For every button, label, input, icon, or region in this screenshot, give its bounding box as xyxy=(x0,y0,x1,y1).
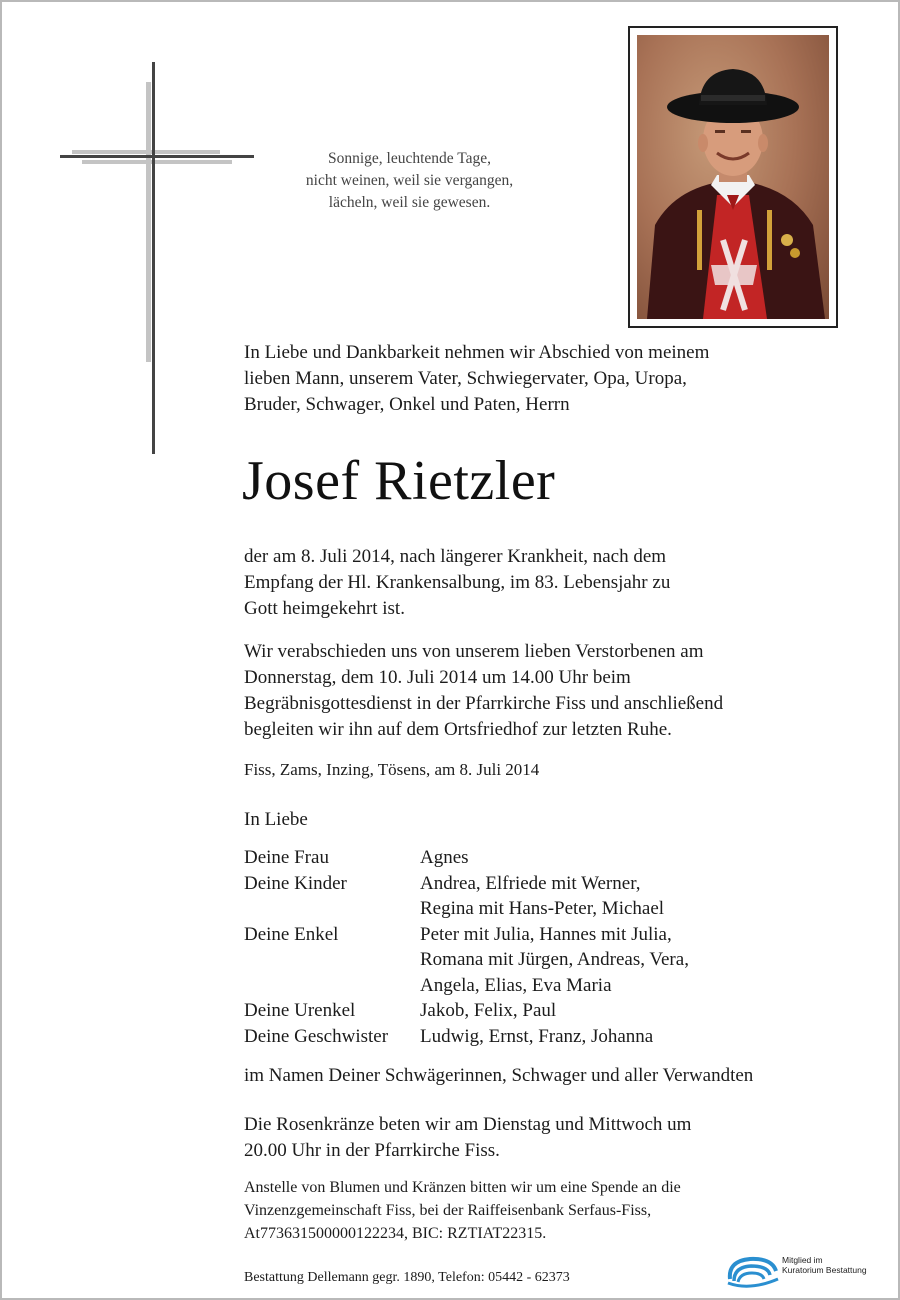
family-relation: Deine Geschwister xyxy=(244,1025,389,1047)
family-names: Jakob, Felix, Paul xyxy=(420,1000,557,1021)
family-names: Andrea, Elfriede mit Werner, xyxy=(420,872,641,894)
intro-line: In Liebe und Dankbarkeit nehmen wir Abschied von meinem xyxy=(244,342,710,363)
donation-line: Anstelle von Blumen und Kränzen bitten wir um eine Spende an die xyxy=(244,1179,681,1196)
intro-text xyxy=(244,340,709,418)
deceased-name: Josef Rietzler xyxy=(242,450,556,512)
family-list xyxy=(244,845,689,1049)
verse-line: nicht weinen, weil sie vergangen, xyxy=(305,172,514,189)
paragraph-line: Donnerstag, dem 10. Juli 2014 um 14.00 Uhr beim xyxy=(244,667,631,688)
paragraph-line: Wir verabschieden uns von unserem lieben Verstorbenen am xyxy=(244,641,704,662)
family-row xyxy=(244,1024,689,1050)
paragraph-line: Begräbnisgottesdienst in der Pfarrkirche Fiss und anschließend xyxy=(244,693,724,714)
death-notice-paragraph xyxy=(244,544,670,622)
family-row xyxy=(244,871,689,922)
family-names: Agnes xyxy=(420,847,469,868)
family-names: Peter mit Julia, Hannes mit Julia, xyxy=(420,923,672,945)
family-relation: Deine Urenkel xyxy=(244,1000,356,1021)
family-names: Angela, Elias, Eva Maria xyxy=(420,974,612,996)
donation-line: Vinzenzgemeinschaft Fiss, bei der Raiffeisenbank Serfaus-Fiss, xyxy=(244,1202,652,1219)
paragraph-line: Gott heimgekehrt ist. xyxy=(244,598,405,619)
funeral-home-footer: Bestattung Dellemann gegr. 1890, Telefon: 05442 - 62373 xyxy=(244,1270,570,1285)
family-row xyxy=(244,845,689,871)
place-date: Fiss, Zams, Inzing, Tösens, am 8. Juli 2014 xyxy=(244,760,540,779)
swirl-logo-icon xyxy=(724,1249,782,1293)
in-liebe-heading: In Liebe xyxy=(244,809,308,830)
rosary-line: 20.00 Uhr in der Pfarrkirche Fiss. xyxy=(244,1140,500,1161)
family-relation: Deine Frau xyxy=(244,847,329,868)
intro-line: Bruder, Schwager, Onkel und Paten, Herrn xyxy=(244,394,570,415)
paragraph-line: der am 8. Juli 2014, nach längerer Krankheit, nach dem xyxy=(244,546,667,567)
family-row xyxy=(244,998,689,1024)
verse xyxy=(292,148,527,214)
verse-line: lächeln, weil sie gewesen. xyxy=(328,194,491,211)
cross-icon xyxy=(60,62,260,457)
family-relation: Deine Enkel xyxy=(244,923,339,945)
portrait-photo xyxy=(637,35,829,319)
paragraph-line: begleiten wir ihn auf dem Ortsfriedhof zur letzten Ruhe. xyxy=(244,719,672,740)
logo-line: Mitglied im xyxy=(782,1255,823,1265)
family-names: Ludwig, Ernst, Franz, Johanna xyxy=(420,1025,654,1047)
donation-notice xyxy=(244,1176,681,1245)
family-names: Regina mit Hans-Peter, Michael xyxy=(420,898,665,919)
paragraph-line: Empfang der Hl. Krankensalbung, im 83. Lebensjahr zu xyxy=(244,572,671,593)
logo-line: Kuratorium Bestattung xyxy=(782,1265,867,1275)
family-names: Romana mit Jürgen, Andreas, Vera, xyxy=(420,949,689,970)
intro-line: lieben Mann, unserem Vater, Schwiegervater, Opa, Uropa, xyxy=(244,368,687,389)
family-relation: Deine Kinder xyxy=(244,872,347,894)
rosary-notice xyxy=(244,1112,691,1164)
donation-line: At773631500000122234, BIC: RZTIAT22315. xyxy=(244,1225,547,1242)
relatives-line: im Namen Deiner Schwägerinnen, Schwager und aller Verwandten xyxy=(244,1065,754,1086)
funeral-paragraph xyxy=(244,639,723,743)
rosary-line: Die Rosenkränze beten wir am Dienstag und Mittwoch um xyxy=(244,1114,692,1135)
family-row xyxy=(244,922,689,999)
verse-line: Sonnige, leuchtende Tage, xyxy=(327,150,492,167)
kuratorium-logo xyxy=(724,1249,874,1293)
portrait-frame xyxy=(628,26,838,328)
